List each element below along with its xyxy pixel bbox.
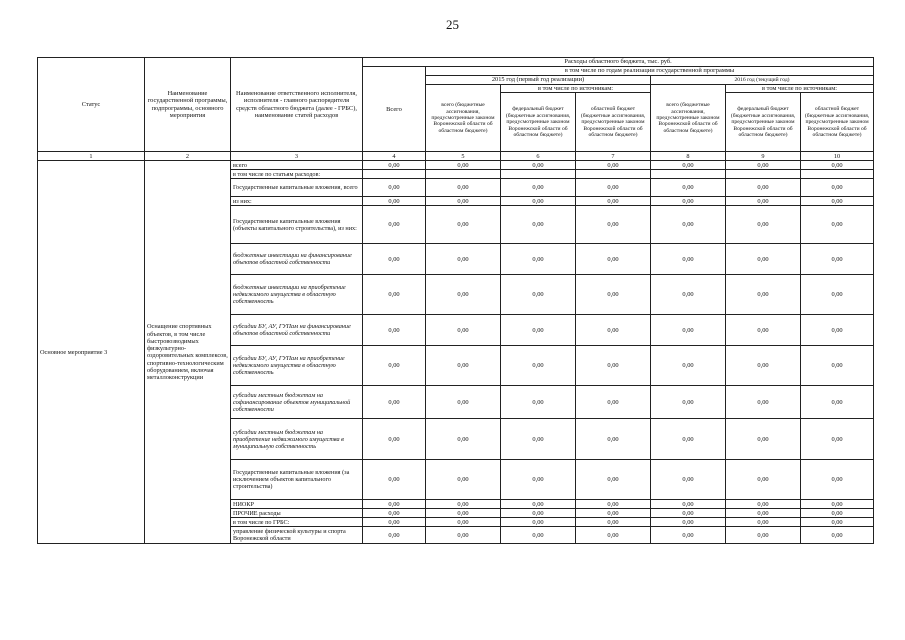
column-number: 2 <box>145 152 231 161</box>
value-cell: 0,00 <box>426 179 501 197</box>
value-cell: 0,00 <box>576 244 651 275</box>
value-cell: 0,00 <box>801 527 874 544</box>
value-cell: 0,00 <box>426 197 501 206</box>
column-number: 4 <box>363 152 426 161</box>
value-cell: 0,00 <box>501 346 576 386</box>
value-cell: 0,00 <box>576 527 651 544</box>
value-cell: 0,00 <box>651 509 726 518</box>
value-cell: 0,00 <box>726 386 801 419</box>
value-cell: 0,00 <box>363 509 426 518</box>
value-cell: 0,00 <box>726 509 801 518</box>
value-cell: 0,00 <box>651 518 726 527</box>
expense-item-label: бюджетные инвестиции на финансирование объектов областной собственности <box>231 244 363 275</box>
value-cell: 0,00 <box>651 500 726 509</box>
value-cell: 0,00 <box>726 500 801 509</box>
expense-item-label: ПРОЧИЕ расходы <box>231 509 363 518</box>
value-cell: 0,00 <box>651 197 726 206</box>
value-cell: 0,00 <box>363 161 426 170</box>
value-cell: 0,00 <box>576 386 651 419</box>
value-cell <box>801 170 874 179</box>
value-cell: 0,00 <box>801 179 874 197</box>
header-program-name: Наименование государственной программы, подпрограммы, основного мероприятия <box>145 58 231 152</box>
value-cell: 0,00 <box>576 500 651 509</box>
header-year-2016: 2016 год (текущий год) <box>651 76 874 85</box>
value-cell: 0,00 <box>651 460 726 500</box>
value-cell: 0,00 <box>426 206 501 244</box>
value-cell: 0,00 <box>801 500 874 509</box>
value-cell: 0,00 <box>363 386 426 419</box>
value-cell: 0,00 <box>801 315 874 346</box>
value-cell: 0,00 <box>726 206 801 244</box>
value-cell: 0,00 <box>363 244 426 275</box>
value-cell: 0,00 <box>651 179 726 197</box>
value-cell: 0,00 <box>501 161 576 170</box>
column-number: 8 <box>651 152 726 161</box>
value-cell: 0,00 <box>426 161 501 170</box>
value-cell: 0,00 <box>801 197 874 206</box>
value-cell: 0,00 <box>651 419 726 460</box>
value-cell: 0,00 <box>651 386 726 419</box>
expense-item-label: из них: <box>231 197 363 206</box>
column-number: 3 <box>231 152 363 161</box>
expense-item-label: субсидии местным бюджетам на софинансирование объектов муниципальной собственности <box>231 386 363 419</box>
value-cell: 0,00 <box>726 419 801 460</box>
value-cell: 0,00 <box>576 518 651 527</box>
value-cell: 0,00 <box>363 527 426 544</box>
value-cell: 0,00 <box>426 509 501 518</box>
table-row <box>38 161 874 170</box>
value-cell: 0,00 <box>501 275 576 315</box>
column-number: 6 <box>501 152 576 161</box>
expense-item-label: Государственные капитальные вложения (за исключением объектов капитального строительства) <box>231 460 363 500</box>
budget-table <box>37 57 874 544</box>
value-cell: 0,00 <box>576 206 651 244</box>
value-cell <box>363 170 426 179</box>
header-executor: Наименование ответственного исполнителя, исполнителя - главного распорядителя средств областного бюджета (далее - ГРБС), наименование статей расходов <box>231 58 363 152</box>
value-cell: 0,00 <box>651 161 726 170</box>
value-cell: 0,00 <box>501 206 576 244</box>
value-cell: 0,00 <box>363 275 426 315</box>
value-cell: 0,00 <box>363 206 426 244</box>
value-cell: 0,00 <box>501 179 576 197</box>
value-cell: 0,00 <box>651 346 726 386</box>
header-status: Статус <box>38 58 145 152</box>
value-cell: 0,00 <box>363 179 426 197</box>
value-cell: 0,00 <box>576 161 651 170</box>
expense-item-label: НИОКР <box>231 500 363 509</box>
header-by-sources-2016: в том числе по источникам: <box>726 85 874 93</box>
value-cell: 0,00 <box>363 197 426 206</box>
value-cell: 0,00 <box>576 315 651 346</box>
header-col8: всего (бюджетные ассигнования, предусмотренные законом Воронежской области об областном бюджете) <box>651 85 726 152</box>
value-cell: 0,00 <box>501 518 576 527</box>
expense-item-label: всего <box>231 161 363 170</box>
value-cell <box>576 170 651 179</box>
value-cell: 0,00 <box>501 244 576 275</box>
expense-item-label: субсидии БУ, АУ, ГУПам на приобретение недвижимого имущества в областную собственность <box>231 346 363 386</box>
header-year-2015: 2015 год (первый год реализации) <box>426 76 651 85</box>
value-cell: 0,00 <box>426 244 501 275</box>
value-cell: 0,00 <box>363 346 426 386</box>
value-cell: 0,00 <box>576 346 651 386</box>
expense-item-label: бюджетные инвестиции на приобретение недвижимого имущества в областную собственность <box>231 275 363 315</box>
program-name-cell: Оснащение спортивных объектов, в том числе быстровозводимых физкультурно-оздоровительных комплексов, спортивно-технологическим оборудованием, включая металлоконструкции <box>145 161 231 544</box>
value-cell: 0,00 <box>651 527 726 544</box>
value-cell: 0,00 <box>801 509 874 518</box>
value-cell: 0,00 <box>426 315 501 346</box>
value-cell: 0,00 <box>651 244 726 275</box>
expense-item-label: в том числе по ГРБС: <box>231 518 363 527</box>
value-cell: 0,00 <box>801 206 874 244</box>
header-col5: всего (бюджетные ассигнования, предусмотренные законом Воронежской области об областном бюджете) <box>426 85 501 152</box>
value-cell: 0,00 <box>426 275 501 315</box>
value-cell: 0,00 <box>363 500 426 509</box>
value-cell <box>426 170 501 179</box>
header-col6: федеральный бюджет (бюджетные ассигнования, предусмотренные законом Воронежской области об областном бюджете) <box>501 93 576 152</box>
page-number: 25 <box>446 17 459 32</box>
column-number: 9 <box>726 152 801 161</box>
status-cell: Основное мероприятие 3 <box>38 161 145 544</box>
value-cell: 0,00 <box>501 509 576 518</box>
value-cell: 0,00 <box>576 509 651 518</box>
value-cell: 0,00 <box>801 386 874 419</box>
value-cell: 0,00 <box>501 386 576 419</box>
value-cell: 0,00 <box>726 179 801 197</box>
header-by-sources-2015: в том числе по источникам: <box>501 85 651 93</box>
value-cell: 0,00 <box>726 197 801 206</box>
value-cell: 0,00 <box>576 197 651 206</box>
value-cell: 0,00 <box>801 161 874 170</box>
value-cell: 0,00 <box>576 275 651 315</box>
value-cell: 0,00 <box>501 460 576 500</box>
value-cell: 0,00 <box>426 460 501 500</box>
header-col9: федеральный бюджет (бюджетные ассигнования, предусмотренные законом Воронежской области об областном бюджете) <box>726 93 801 152</box>
value-cell: 0,00 <box>726 518 801 527</box>
value-cell: 0,00 <box>726 315 801 346</box>
expense-item-label: в том числе по статьям расходов: <box>231 170 363 179</box>
value-cell: 0,00 <box>426 518 501 527</box>
column-number: 5 <box>426 152 501 161</box>
expense-item-label: субсидии БУ, АУ, ГУПам на финансирование объектов областной собственности <box>231 315 363 346</box>
value-cell: 0,00 <box>726 161 801 170</box>
column-number: 10 <box>801 152 874 161</box>
expense-item-label: субсидии местным бюджетам на приобретение недвижимого имущества в муниципальную собственность <box>231 419 363 460</box>
header-total: Всего <box>363 67 426 152</box>
column-number-row <box>38 152 874 161</box>
value-cell: 0,00 <box>426 386 501 419</box>
header-by-years: в том числе по годам реализации государственной программы <box>426 67 874 76</box>
value-cell: 0,00 <box>801 460 874 500</box>
value-cell: 0,00 <box>501 315 576 346</box>
value-cell: 0,00 <box>363 419 426 460</box>
value-cell: 0,00 <box>426 500 501 509</box>
value-cell: 0,00 <box>651 315 726 346</box>
value-cell: 0,00 <box>651 206 726 244</box>
value-cell: 0,00 <box>801 518 874 527</box>
value-cell: 0,00 <box>501 500 576 509</box>
value-cell: 0,00 <box>726 244 801 275</box>
expense-item-label: управление физической культуры и спорта Воронежской области <box>231 527 363 544</box>
value-cell: 0,00 <box>576 460 651 500</box>
value-cell: 0,00 <box>501 197 576 206</box>
expense-item-label: Государственные капитальные вложения (объекты капитального строительства), из них: <box>231 206 363 244</box>
value-cell: 0,00 <box>801 275 874 315</box>
value-cell: 0,00 <box>801 346 874 386</box>
header-col7: областной бюджет (бюджетные ассигнования, предусмотренные законом Воронежской области об областном бюджете) <box>576 93 651 152</box>
value-cell: 0,00 <box>726 460 801 500</box>
value-cell: 0,00 <box>501 527 576 544</box>
value-cell: 0,00 <box>576 179 651 197</box>
column-number: 7 <box>576 152 651 161</box>
value-cell: 0,00 <box>801 419 874 460</box>
value-cell: 0,00 <box>426 419 501 460</box>
value-cell <box>726 170 801 179</box>
value-cell <box>501 170 576 179</box>
value-cell: 0,00 <box>801 244 874 275</box>
value-cell: 0,00 <box>426 527 501 544</box>
header-expenses-title: Расходы областного бюджета, тыс. руб. <box>363 58 874 67</box>
value-cell: 0,00 <box>726 346 801 386</box>
value-cell: 0,00 <box>501 419 576 460</box>
value-cell: 0,00 <box>576 419 651 460</box>
value-cell: 0,00 <box>363 315 426 346</box>
header-col10: областной бюджет (бюджетные ассигнования, предусмотренные законом Воронежской области об областном бюджете) <box>801 93 874 152</box>
value-cell: 0,00 <box>726 527 801 544</box>
value-cell: 0,00 <box>363 518 426 527</box>
value-cell: 0,00 <box>363 460 426 500</box>
expense-item-label: Государственные капитальные вложения, всего <box>231 179 363 197</box>
value-cell <box>651 170 726 179</box>
column-number: 1 <box>38 152 145 161</box>
value-cell: 0,00 <box>426 346 501 386</box>
value-cell: 0,00 <box>651 275 726 315</box>
value-cell: 0,00 <box>726 275 801 315</box>
